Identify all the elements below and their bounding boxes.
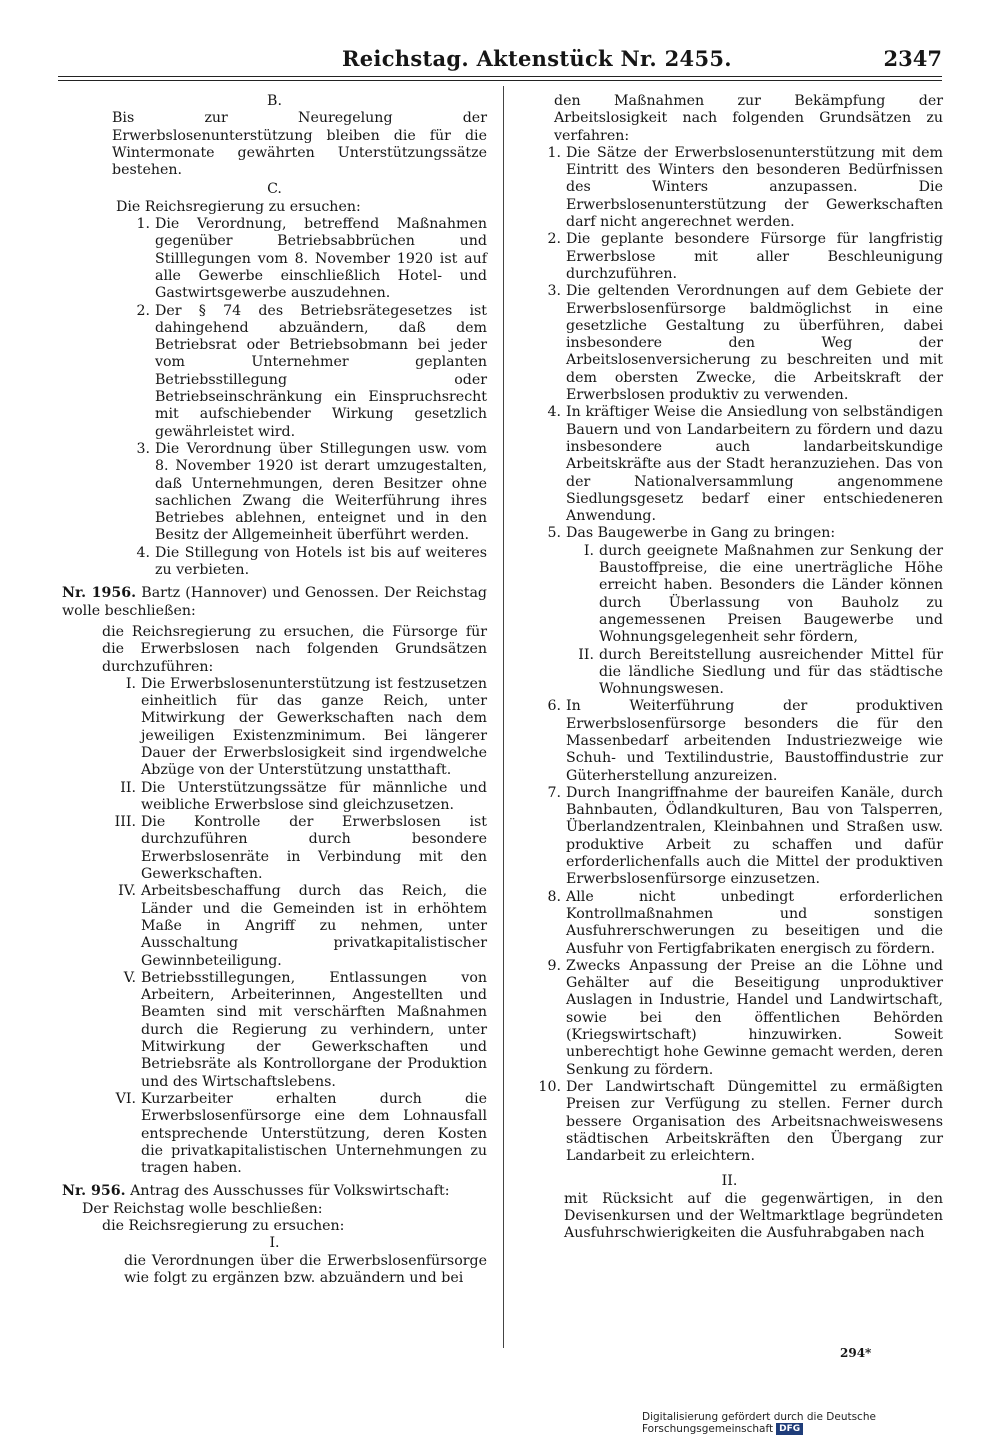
section-c-text: Die Verordnung, betreffend Maßnahmen gegenüber Betriebsabbrüchen und Stilllegungen vom 8. November 1920 ist auf alle Gewerbe einschließlich Hotel- und Gastwirtsgewerbe auszudehnen.	[155, 216, 487, 302]
right-list-item	[516, 283, 943, 404]
right-list-text: Die geltenden Verordnungen auf dem Gebiete der Erwerbslosenfürsorge baldmöglichst in eine gesetzliche Gestaltung zu überführen, dabei insbesondere den Weg der Arbeitslosenversicherung zu beschreiten und mit dem obersten Zwecke, die Arbeitskraft der Erwerbslosen produktiv zu verwenden.	[566, 283, 943, 404]
right-list	[516, 145, 943, 543]
right-list-number: 6.	[547, 698, 561, 715]
right-list-item	[516, 1079, 943, 1165]
right-list-number: 4.	[547, 404, 561, 421]
section-c-number: 2.	[136, 302, 150, 319]
motion-1956-text: Arbeitsbeschaffung durch das Reich, die Länder und die Gemeinden ist in erhöhtem Maße in Angriff zu nehmen, unter Ausschaltung privatkapitalistischer Gewinnbeteiligung.	[141, 883, 487, 969]
right-list-number: 5.	[547, 525, 561, 542]
right-list-item	[516, 145, 943, 231]
motion-1956-item	[62, 780, 487, 815]
page-number: 2347	[883, 46, 942, 71]
right-list-text: Das Baugewerbe in Gang zu bringen:	[566, 525, 836, 542]
section-c-label: C.	[267, 181, 282, 198]
motion-1956-text: Die Kontrolle der Erwerbslosen ist durchzuführen durch besondere Erwerbslosenräte in Verbindung mit den Gewerkschaften.	[141, 814, 487, 883]
signature-mark: 294*	[840, 1346, 872, 1360]
motion-1956-header	[62, 585, 487, 620]
motion-1956-number: I.	[125, 675, 136, 692]
motion-number: Nr. 1956.	[62, 585, 137, 602]
section-c-text: Der § 74 des Betriebsrätegesetzes ist dahingehend abzuändern, daß dem Betriebsrat oder Betriebsobmann bei jeder vom Unternehmer geplanten Betriebsstillegung oder Betriebseinschränkung ein Einspruchsrecht mit aufschiebender Wirkung gesetzlich gewährleistet wird.	[155, 302, 487, 440]
section-c-item	[62, 303, 487, 441]
right-list-number: 10.	[538, 1078, 561, 1095]
right-list-number: 7.	[547, 784, 561, 801]
motion-1956-item	[62, 676, 487, 780]
section-ii-text: mit Rücksicht auf die gegenwärtigen, in den Devisenkursen und der Weltmarktlage begründeten Ausfuhrschwierigkeiten die Ausfuhrabgaben nach	[564, 1190, 943, 1242]
section-c-item	[62, 216, 487, 302]
motion-1956-number: VI.	[115, 1090, 136, 1107]
right-list-text: Die Sätze der Erwerbslosenunterstützung mit dem Eintritt des Winters den besonderen Bedürfnissen des Winters anzupassen. Die Erwerbslosenunterstützung der Gewerkschaften darf nicht angerechnet werden.	[566, 144, 943, 231]
right-list-number: 3.	[547, 283, 561, 300]
motion-1956-text: Die Erwerbslosenunterstützung ist festzusetzen einheitlich für das ganze Reich, unter Mitwirkung der Gewerkschaften nach dem jeweiligen Existenzminimum. Bei längerer Dauer der Erwerbslosigkeit sind irgendwelche Abzüge von der Unterstützung unstatthaft.	[141, 675, 487, 779]
right-list-text: Durch Inangriffnahme der baureifen Kanäle, durch Bahnbauten, Ödlandkulturen, Bau von Talsperren, Überlandzentralen, Kleinbahnen und Straßen usw. produktive Arbeit zu schaffen und dafür erforderlichenfalls auch die Mittel der produktiven Erwerbslosenfürsorge einzusetzen.	[566, 784, 943, 888]
motion-1956-text: Kurzarbeiter erhalten durch die Erwerbslosenfürsorge eine dem Lohnausfall entsprechende Unterstützung, deren Kosten die privatkapitalistischen Unternehmungen zu tragen haben.	[141, 1090, 487, 1177]
motion-956-text: die Verordnungen über die Erwerbslosenfürsorge wie folgt zu ergänzen bzw. abzuändern und bei	[124, 1252, 487, 1286]
motion-1956-text: Betriebsstillegungen, Entlassungen von Arbeitern, Arbeiterinnen, Angestellten und Beamten sind mit verschärften Maßnahmen durch die Regierung zu verhindern, unter Mitwirkung der Gewerkschaften und Betriebsräte als Kontrollorgane der Produktion und des Wirtschaftslebens.	[141, 969, 487, 1090]
right-list-text: Alle nicht unbedingt erforderlichen Kontrollmaßnahmen und sonstigen Ausfuhrerschwerungen zu beseitigen und die Ausfuhr von Fertigfabrikaten energisch zu fördern.	[566, 888, 943, 957]
section-ii-label: II.	[721, 1173, 738, 1190]
motion-956-line2: die Reichsregierung zu ersuchen:	[102, 1218, 345, 1234]
motion-title: Bartz (Hannover) und Genossen. Der Reichstag wolle beschließen:	[62, 585, 487, 619]
section-c-number: 4.	[136, 544, 150, 561]
right-list-text: In kräftiger Weise die Ansiedlung von selbständigen Bauern und von Landarbeitern zu fördern und dazu insbesondere auch landarbeitskundige Arbeitskräfte aus der Stadt heranzuziehen. Das von der Nationalversammlung angenommene Siedlungsgesetz bedarf einer entschiedeneren Anwendung.	[566, 404, 943, 525]
right-list-text: In Weiterführung der produktiven Erwerbslosenfürsorge besonders die für den Massenbedarf arbeitenden Industriezweige wie Schuh- und Textilindustrie, Baustoffindustrie zur Güterherstellung anzureizen.	[566, 698, 943, 784]
section-c-list	[62, 216, 487, 579]
right-list-item	[516, 889, 943, 958]
motion-1956-number: III.	[114, 814, 136, 831]
motion-1956-list	[62, 676, 487, 1178]
section-c-number: 3.	[136, 440, 150, 457]
running-title: Reichstag. Aktenstück Nr. 2455.	[342, 46, 732, 71]
right-intro: den Maßnahmen zur Bekämpfung der Arbeitslosigkeit nach folgenden Grundsätzen zu verfahren:	[554, 93, 943, 144]
right-list-text: Der Landwirtschaft Düngemittel zu ermäßigten Preisen zur Verfügung zu stellen. Ferner durch bessere Organisation des Arbeitsnachweiswesens städtischen Arbeitskräften den Übergang zur Landarbeit zu erleichtern.	[566, 1078, 943, 1165]
section-c-number: 1.	[136, 216, 150, 233]
section-c-intro: Die Reichsregierung zu ersuchen:	[116, 198, 361, 215]
right-sublist-number: I.	[583, 542, 594, 559]
section-b-label: B.	[267, 93, 282, 109]
right-list-item	[516, 525, 943, 542]
right-sublist-text: durch Bereitstellung ausreichender Mittel für die ländliche Siedlung und für das städtische Wohnungswesen.	[599, 646, 943, 698]
right-list-number: 2.	[547, 231, 561, 248]
footer-text: Digitalisierung gefördert durch die Deutsche Forschungsgemeinschaft	[642, 1411, 876, 1435]
motion-1956-item	[62, 883, 487, 969]
section-c-item	[62, 441, 487, 545]
motion-title: Antrag des Ausschusses für Volkswirtschaft:	[130, 1183, 450, 1200]
right-sublist	[516, 543, 943, 699]
right-column	[516, 93, 943, 1243]
right-list-text: Zwecks Anpassung der Preise an die Löhne und Gehälter auf die Beseitigung unproduktiver Auslagen in Industrie, Handel und Landwirtschaft, sowie bei den öffentlichen Behörden (Kriegswirtschaft) hinzuwirken. Soweit unberechtigt hohe Gewinne gemacht werden, deren Senkung zu fördern.	[566, 957, 943, 1078]
header-rule-thin	[58, 80, 942, 81]
motion-1956-number: V.	[123, 969, 136, 986]
motion-956-line1: Der Reichstag wolle beschließen:	[82, 1200, 323, 1217]
footer-credit	[642, 1411, 1000, 1435]
motion-956-header	[62, 1183, 487, 1200]
motion-1956-item	[62, 1091, 487, 1177]
left-column	[62, 93, 487, 1287]
right-list-item	[516, 698, 943, 784]
right-list-number: 1.	[547, 144, 561, 161]
section-c-text: Die Verordnung über Stillegungen usw. vom 8. November 1920 ist derart umzugestalten, daß Unternehmungen, deren Besitzer ohne sachlichen Zwang die Weiterführung ihres Betriebes ablehnen, enteignet und in den Besitz der Allgemeinheit überführt werden.	[155, 440, 487, 544]
motion-956-roman: I.	[269, 1235, 280, 1252]
right-list-item	[516, 785, 943, 889]
right-list-number: 9.	[547, 957, 561, 974]
section-b-text: Bis zur Neuregelung der Erwerbslosenunterstützung bleiben die für die Wintermonate gewährten Unterstützungssätze bestehen.	[112, 110, 487, 179]
right-list-item	[516, 958, 943, 1079]
motion-1956-number: IV.	[118, 883, 136, 900]
right-list-item	[516, 404, 943, 525]
motion-number: Nr. 956.	[62, 1183, 126, 1200]
column-divider	[503, 86, 504, 1348]
right-sublist-item	[516, 543, 943, 647]
right-sublist-item	[516, 647, 943, 699]
right-sublist-text: durch geeignete Maßnahmen zur Senkung der Baustoffpreise, die eine unerträgliche Höhe erreicht haben. Besonders die Länder können durch Überlassung von Bauholz zu angemessenen Preisen Baugewerbe und Wohnungsgelegenheit sehr fördern,	[599, 542, 943, 646]
motion-1956-text: Die Unterstützungssätze für männliche und weibliche Erwerbslose sind gleichzusetzen.	[141, 779, 487, 813]
page-header	[62, 46, 942, 76]
right-list-item	[516, 231, 943, 283]
motion-1956-intro: die Reichsregierung zu ersuchen, die Fürsorge für die Erwerbslosen nach folgenden Grundsätzen durchzuführen:	[102, 623, 487, 675]
section-c-text: Die Stillegung von Hotels ist bis auf weiteres zu verbieten.	[155, 544, 487, 579]
right-sublist-number: II.	[578, 646, 594, 663]
right-list-cont	[516, 698, 943, 1165]
motion-1956-item	[62, 970, 487, 1091]
motion-1956-number: II.	[120, 779, 136, 796]
right-list-number: 8.	[547, 888, 561, 905]
right-list-text: Die geplante besondere Fürsorge für langfristig Erwerbslose mit aller Beschleunigung durchzuführen.	[566, 231, 943, 282]
section-c-item	[62, 545, 487, 580]
dfg-logo: DFG	[776, 1423, 803, 1435]
header-rule	[58, 76, 942, 77]
motion-1956-item	[62, 814, 487, 883]
